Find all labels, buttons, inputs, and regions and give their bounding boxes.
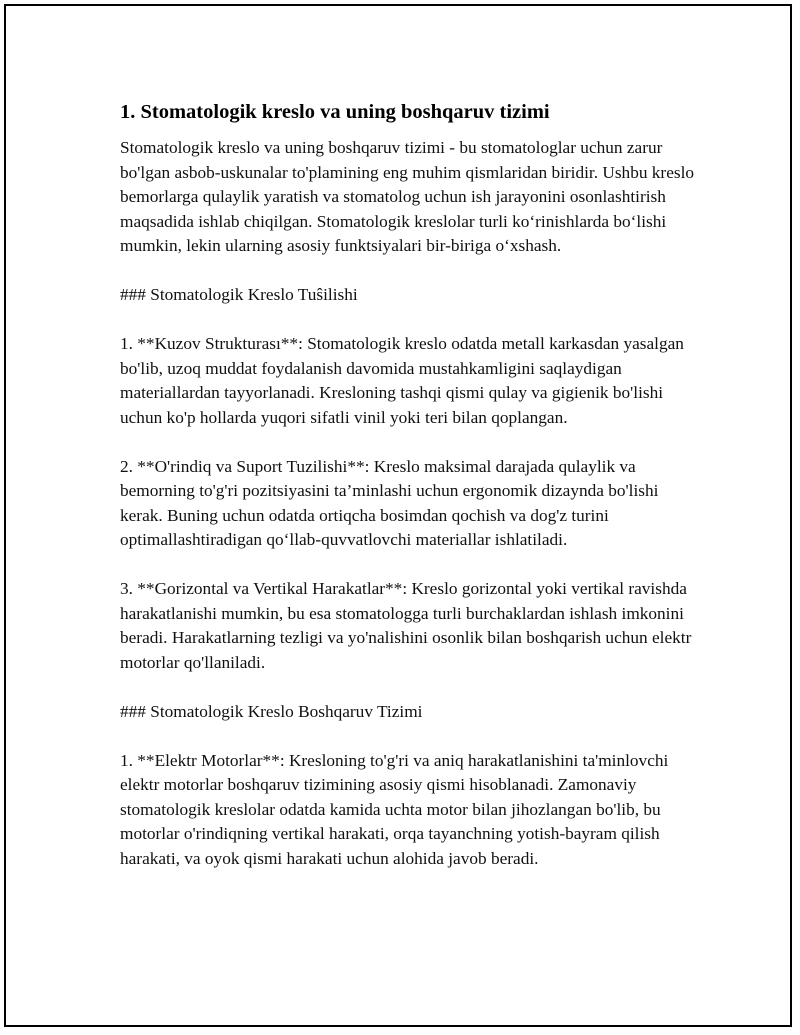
list-item-movements: 3. **Gorizontal va Vertikal Harakatlar**: Kreslo gorizontal yoki vertikal ravishda harakatlanishi mumkin, bu esa stomatologga turli burchaklardan ishlash imkonini beradi. Harakatlarning tezligi va yo'nalishini osonlik bilan boshqarish uchun elektr motorlar qo'llaniladi. [120,579,692,672]
list-item-seat-support: 2. **O'rindiq va Suport Tuzilishi**: Kreslo maksimal darajada qulaylik va bemorning to'g'ri pozitsiyasini ta’minlashi uchun ergonomik dizaynda bo'lishi kerak. Buning uchun odatda ortiqcha bosimdan qochish va dog'z turini optimallashtiradigan qoʻllab-quvvatlovchi materiallar ishlatiladi. [120,456,659,549]
list-item-electric-motors: 1. **Elektr Motorlar**: Kresloning to'g'ri va aniq harakatlanishini ta'minlovchi elektr motorlar boshqaruv tizimining asosiy qismi hisoblanadi. Zamonaviy stomatologik kreslolar odatda kamida uchta motor bilan jihozlangan bo'lib, bu motorlar o'rindiqning vertikal harakati, orqa tayanchning yotish-bayram qilish harakati, va oyok qismi harakati uchun alohida javob beradi. [120,750,669,868]
section-heading-control-system: ### Stomatologik Kreslo Boshqaruv Tizimi [120,701,423,721]
document-body [120,98,695,896]
document-page [4,4,792,1027]
document-title: 1. Stomatologik kreslo va uning boshqaruv tizimi [120,101,550,123]
intro-paragraph: Stomatologik kreslo va uning boshqaruv tizimi - bu stomatologlar uchun zarur bo'lgan asbob-uskunalar to'plamining eng muhim qismlaridan biridir. Ushbu kreslo bemorlarga qulaylik yaratish va stomatolog uchun ish jarayonini osonlashtirish maqsadida ishlab chiqilgan. Stomatologik kreslolar turli koʻrinishlarda boʻlishi mumkin, lekin ularning asosiy funktsiyalari bir-biriga oʻxshash. [120,138,695,255]
section-heading-structure: ### Stomatologik Kreslo Tuŝilishi [120,285,358,304]
list-item-body-structure: 1. **Kuzov Strukturası**: Stomatologik kreslo odatda metall karkasdan yasalgan bo'lib, uzoq muddat foydalanish davomida mustahkamligini saqlaydigan materiallardan tayyorlanadi. Kresloning tashqi qismi qulay va gigienik bo'lishi uchun ko'p hollarda yuqori sifatli vinil yoki teri bilan qoplangan. [120,334,684,427]
